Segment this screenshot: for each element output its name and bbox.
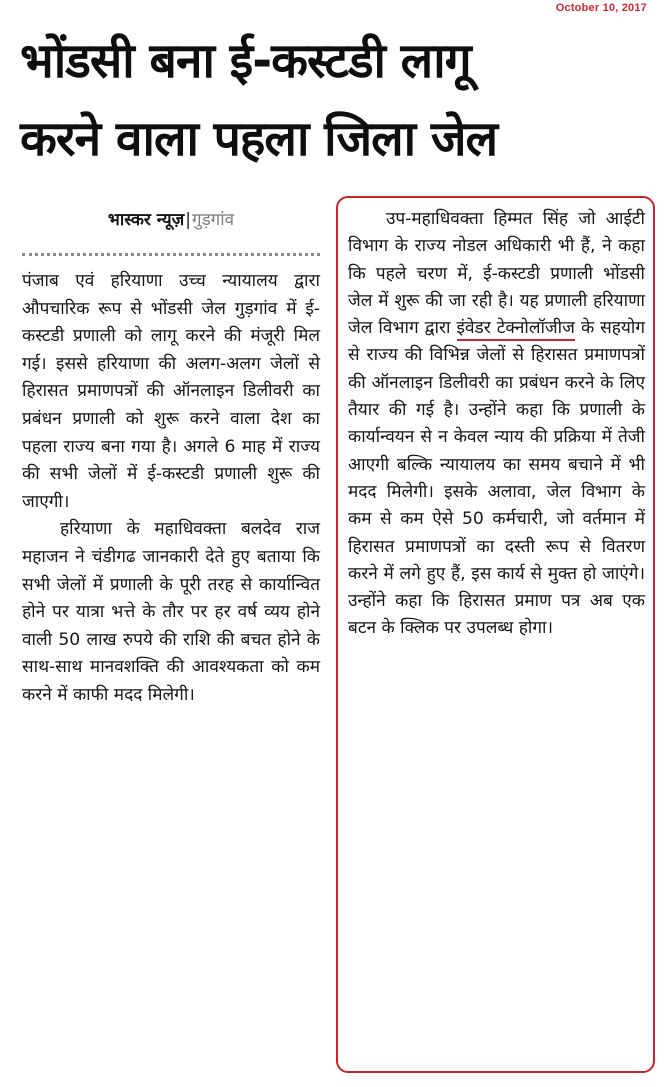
company-name-underlined: इंवेडर टेक्नोलॉजीज — [457, 318, 575, 341]
right-paragraph — [348, 206, 645, 643]
byline — [22, 205, 320, 235]
left-paragraph-1: पंजाब एवं हरियाणा उच्च न्यायालय द्वारा औपचारिक रूप से भोंडसी जेल गुड़गांव में ई-कस्टडी प्रणाली को लागू करने की मंजूरी मिल गई। इससे हरियाणा की अलग-अलग जेलों से हिरासत प्रमाणपत्रों की ऑनलाइन डिलीवरी का प्रबंधन प्रणाली को शुरू करने वाला देश का पहला राज्य बना गया है। अगले 6 माह में राज्य की सभी जेलों में ई-कस्टडी प्रणाली शुरू की जाएगी। — [22, 271, 320, 512]
byline-city: गुड़गांव — [192, 210, 235, 230]
dotted-divider — [22, 253, 320, 256]
byline-source: भास्कर न्यूज़ — [107, 210, 185, 230]
left-paragraph-2: हरियाणा के महाधिवक्ता बलदेव राज महाजन ने चंडीगढ जानकारी देते हुए बताया कि सभी जेलों में प्रणाली के पूरी तरह से कार्यान्वित होने पर यात्रा भत्ते के तौर पर हर वर्ष व्यय होने वाली 50 लाख रुपये की राशि की बचत होने के साथ-साथ मानवशक्ति की आवश्यकता को कम करने में काफी मदद मिलेगी। — [22, 519, 320, 705]
right-text-before: उप-महाधिवक्ता हिम्मत सिंह जो आईटी विभाग के राज्य नोडल अधिकारी भी हैं, ने कहा कि पहले चरण में, ई-कस्टडी प्रणाली भोंडसी जेल में शुरू की जा रही है। यह प्रणाली हरियाणा जेल विभाग द्वारा — [348, 209, 645, 339]
left-column — [22, 205, 320, 710]
byline-separator: | — [185, 210, 192, 230]
headline — [20, 22, 650, 178]
publication-date: October 10, 2017 — [555, 2, 647, 14]
headline-line-1: भोंडसी बना ई-कस्टडी लागू — [20, 33, 471, 89]
right-text-after: के सहयोग से राज्य की विभिन्न जेलों से हिरासत प्रमाणपत्रों की ऑनलाइन डिलीवरी का प्रबंधन करने के लिए तैयार की गई है। उन्होंने कहा कि प्रणाली के कार्यान्वयन से न केवल न्याय की प्रक्रिया में तेजी आएगी बल्कि न्यायालय का समय बचाने में भी मदद मिलेगी। इसके अलावा, जेल विभाग के कम से कम ऐसे 50 कर्मचारी, जो वर्तमान में हिरासत प्रमाणपत्रों का दस्ती रूप से वितरण करने में लगे हुए हैं, इस कार्य से मुक्त हो जाएंगे। उन्होंने कहा कि हिरासत प्रमाण पत्र अब एक बटन के क्लिक पर उपलब्ध होगा। — [348, 318, 646, 639]
highlighted-box — [336, 196, 655, 1073]
headline-line-2: करने वाला पहला जिला जेल — [20, 111, 497, 167]
